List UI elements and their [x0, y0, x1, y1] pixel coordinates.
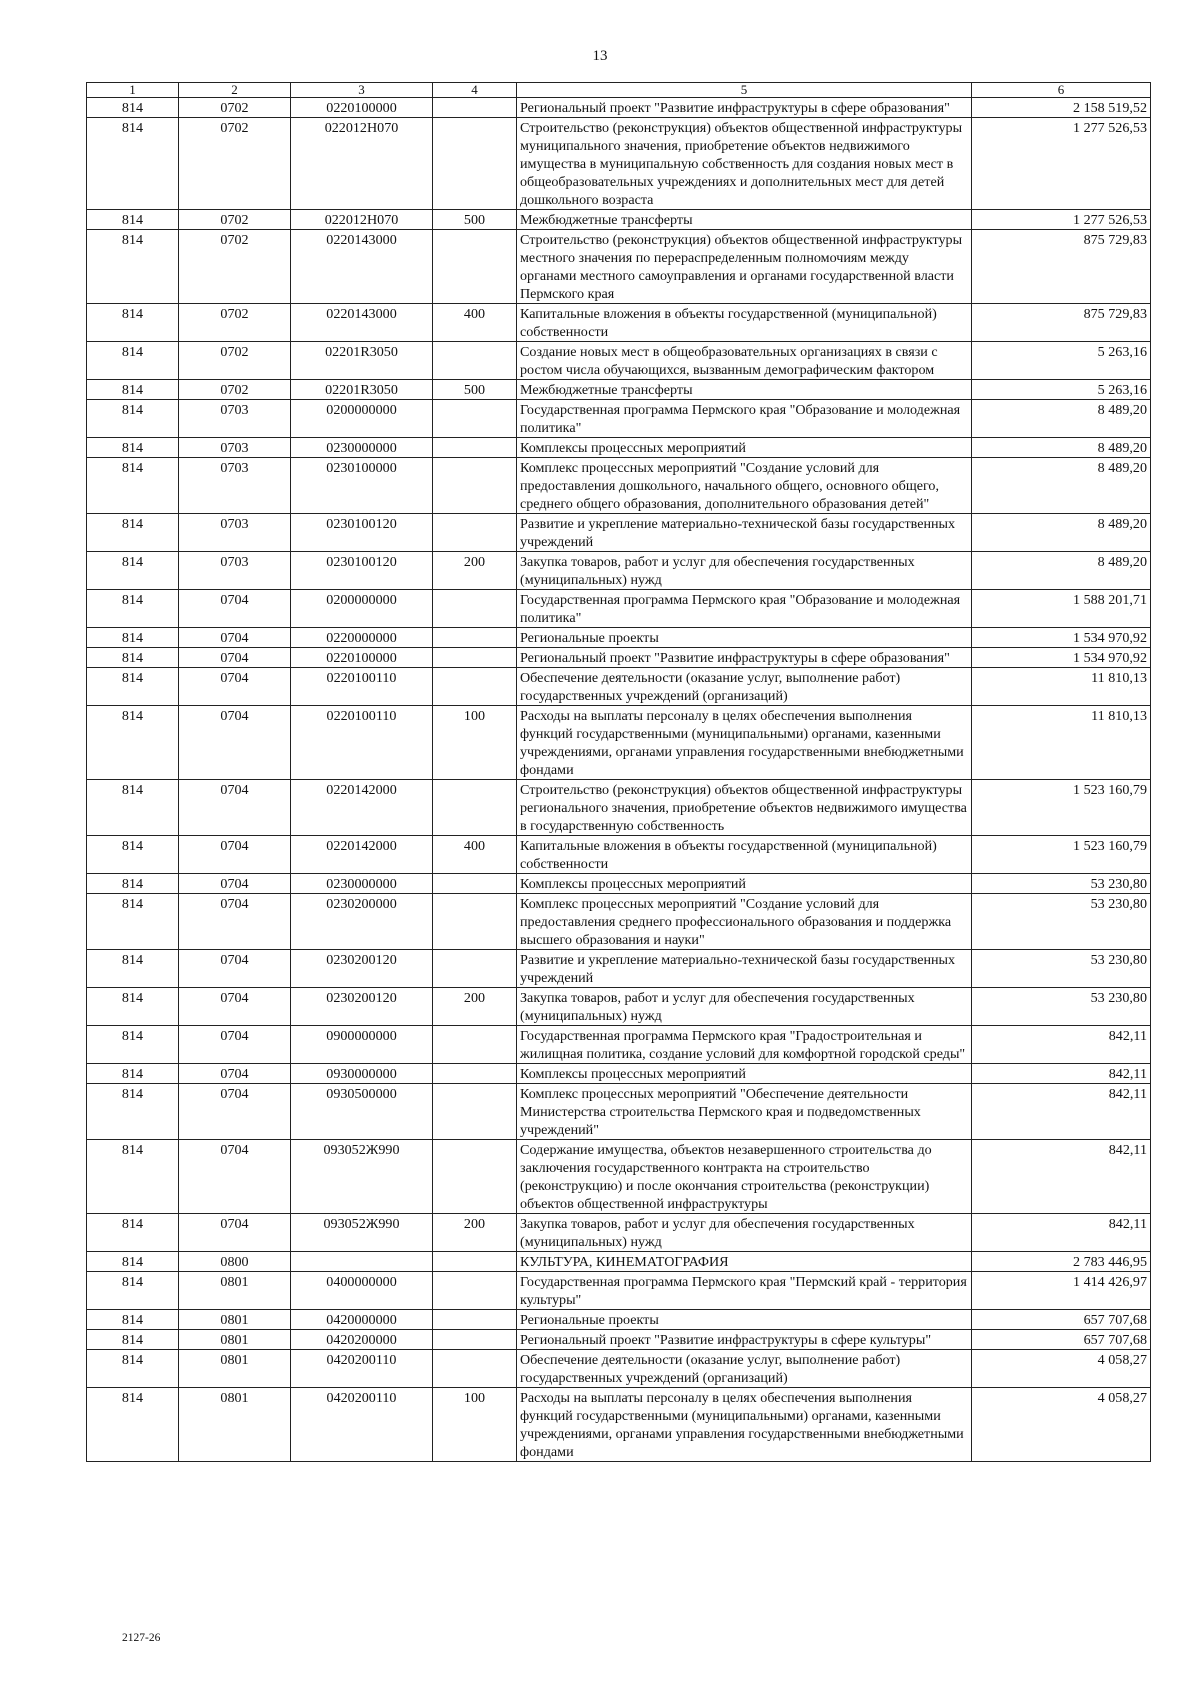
section-code-cell: 0704 — [179, 706, 291, 780]
admin-code-cell: 814 — [87, 438, 179, 458]
table-header-row — [87, 83, 1151, 98]
description-cell: Комплексы процессных мероприятий — [517, 1064, 972, 1084]
amount-cell: 1 523 160,79 — [972, 780, 1151, 836]
section-code-cell: 0704 — [179, 628, 291, 648]
description-cell: Создание новых мест в общеобразовательных организациях в связи с ростом числа обучающихся, вызванным демографическим фактором — [517, 342, 972, 380]
amount-cell: 11 810,13 — [972, 668, 1151, 706]
amount-cell: 657 707,68 — [972, 1310, 1151, 1330]
description-cell: Комплекс процессных мероприятий "Создание условий для предоставления среднего профессионального образования и поддержка высшего образования и науки" — [517, 894, 972, 950]
admin-code-cell: 814 — [87, 1388, 179, 1462]
column-header: 1 — [87, 83, 179, 98]
table-row — [87, 210, 1151, 230]
amount-cell: 5 263,16 — [972, 342, 1151, 380]
admin-code-cell: 814 — [87, 98, 179, 118]
admin-code-cell: 814 — [87, 304, 179, 342]
section-code-cell: 0800 — [179, 1252, 291, 1272]
description-cell: Межбюджетные трансферты — [517, 380, 972, 400]
section-code-cell: 0704 — [179, 1084, 291, 1140]
amount-cell: 657 707,68 — [972, 1330, 1151, 1350]
target-item-code-cell: 093052Ж990 — [291, 1214, 433, 1252]
expense-type-code-cell: 100 — [433, 1388, 517, 1462]
amount-cell: 4 058,27 — [972, 1388, 1151, 1462]
section-code-cell: 0801 — [179, 1330, 291, 1350]
amount-cell: 842,11 — [972, 1084, 1151, 1140]
admin-code-cell: 814 — [87, 118, 179, 210]
amount-cell: 5 263,16 — [972, 380, 1151, 400]
expense-type-code-cell — [433, 628, 517, 648]
target-item-code-cell: 0220000000 — [291, 628, 433, 648]
section-code-cell: 0704 — [179, 988, 291, 1026]
amount-cell: 875 729,83 — [972, 230, 1151, 304]
section-code-cell: 0702 — [179, 230, 291, 304]
table-row — [87, 1252, 1151, 1272]
description-cell: КУЛЬТУРА, КИНЕМАТОГРАФИЯ — [517, 1252, 972, 1272]
amount-cell: 1 277 526,53 — [972, 118, 1151, 210]
table-row — [87, 950, 1151, 988]
target-item-code-cell: 0230100120 — [291, 552, 433, 590]
section-code-cell: 0702 — [179, 118, 291, 210]
section-code-cell: 0704 — [179, 1064, 291, 1084]
table-row — [87, 1140, 1151, 1214]
admin-code-cell: 814 — [87, 552, 179, 590]
column-header: 4 — [433, 83, 517, 98]
section-code-cell: 0702 — [179, 98, 291, 118]
expense-type-code-cell — [433, 1330, 517, 1350]
description-cell: Государственная программа Пермского края "Образование и молодежная политика" — [517, 400, 972, 438]
target-item-code-cell: 0420200000 — [291, 1330, 433, 1350]
amount-cell: 2 783 446,95 — [972, 1252, 1151, 1272]
description-cell: Содержание имущества, объектов незавершенного строительства до заключения государственного контракта на строительство (реконструкцию) и после окончания строительства (реконструкции) объектов общественной инфраструктуры — [517, 1140, 972, 1214]
amount-cell: 8 489,20 — [972, 552, 1151, 590]
amount-cell: 842,11 — [972, 1140, 1151, 1214]
admin-code-cell: 814 — [87, 1214, 179, 1252]
expense-type-code-cell — [433, 118, 517, 210]
table-row — [87, 380, 1151, 400]
table-row — [87, 1272, 1151, 1310]
table-row — [87, 552, 1151, 590]
description-cell: Межбюджетные трансферты — [517, 210, 972, 230]
section-code-cell: 0704 — [179, 894, 291, 950]
expense-type-code-cell — [433, 1064, 517, 1084]
expense-type-code-cell — [433, 98, 517, 118]
expense-type-code-cell — [433, 648, 517, 668]
admin-code-cell: 814 — [87, 668, 179, 706]
admin-code-cell: 814 — [87, 230, 179, 304]
target-item-code-cell: 0220100000 — [291, 98, 433, 118]
target-item-code-cell: 0930500000 — [291, 1084, 433, 1140]
target-item-code-cell: 0930000000 — [291, 1064, 433, 1084]
expense-type-code-cell — [433, 458, 517, 514]
amount-cell: 8 489,20 — [972, 514, 1151, 552]
table-row — [87, 628, 1151, 648]
section-code-cell: 0704 — [179, 1140, 291, 1214]
admin-code-cell: 814 — [87, 1026, 179, 1064]
table-row — [87, 1064, 1151, 1084]
description-cell: Комплекс процессных мероприятий "Создание условий для предоставления дошкольного, начального общего, основного общего, среднего общего образования, дополнительного образования детей" — [517, 458, 972, 514]
section-code-cell: 0801 — [179, 1350, 291, 1388]
expense-type-code-cell — [433, 438, 517, 458]
description-cell: Закупка товаров, работ и услуг для обеспечения государственных (муниципальных) нужд — [517, 1214, 972, 1252]
admin-code-cell: 814 — [87, 1252, 179, 1272]
budget-table — [86, 82, 1151, 1462]
target-item-code-cell: 0230200000 — [291, 894, 433, 950]
expense-type-code-cell — [433, 1026, 517, 1064]
amount-cell: 842,11 — [972, 1026, 1151, 1064]
amount-cell: 1 277 526,53 — [972, 210, 1151, 230]
table-row — [87, 648, 1151, 668]
table-row — [87, 590, 1151, 628]
expense-type-code-cell: 100 — [433, 706, 517, 780]
admin-code-cell: 814 — [87, 1272, 179, 1310]
description-cell: Развитие и укрепление материально-технической базы государственных учреждений — [517, 514, 972, 552]
section-code-cell: 0702 — [179, 210, 291, 230]
column-header: 5 — [517, 83, 972, 98]
description-cell: Обеспечение деятельности (оказание услуг, выполнение работ) государственных учреждений (организаций) — [517, 1350, 972, 1388]
expense-type-code-cell: 200 — [433, 552, 517, 590]
admin-code-cell: 814 — [87, 1140, 179, 1214]
admin-code-cell: 814 — [87, 836, 179, 874]
column-header: 6 — [972, 83, 1151, 98]
admin-code-cell: 814 — [87, 1064, 179, 1084]
description-cell: Государственная программа Пермского края "Пермский край - территория культуры" — [517, 1272, 972, 1310]
expense-type-code-cell — [433, 1310, 517, 1330]
target-item-code-cell: 0420000000 — [291, 1310, 433, 1330]
description-cell: Региональный проект "Развитие инфраструктуры в сфере образования" — [517, 648, 972, 668]
target-item-code-cell: 0230100000 — [291, 458, 433, 514]
table-row — [87, 438, 1151, 458]
table-row — [87, 780, 1151, 836]
description-cell: Региональный проект "Развитие инфраструктуры в сфере образования" — [517, 98, 972, 118]
document-code: 2127-26 — [122, 1632, 161, 1644]
section-code-cell: 0704 — [179, 648, 291, 668]
description-cell: Обеспечение деятельности (оказание услуг, выполнение работ) государственных учреждений (организаций) — [517, 668, 972, 706]
table-row — [87, 400, 1151, 438]
admin-code-cell: 814 — [87, 1084, 179, 1140]
admin-code-cell: 814 — [87, 950, 179, 988]
target-item-code-cell: 0220143000 — [291, 230, 433, 304]
admin-code-cell: 814 — [87, 342, 179, 380]
description-cell: Строительство (реконструкция) объектов общественной инфраструктуры регионального значения, приобретение объектов недвижимого имущества в государственную собственность — [517, 780, 972, 836]
table-row — [87, 458, 1151, 514]
admin-code-cell: 814 — [87, 894, 179, 950]
admin-code-cell: 814 — [87, 1330, 179, 1350]
target-item-code-cell: 0220143000 — [291, 304, 433, 342]
admin-code-cell: 814 — [87, 706, 179, 780]
amount-cell: 8 489,20 — [972, 458, 1151, 514]
column-header: 2 — [179, 83, 291, 98]
table-row — [87, 1330, 1151, 1350]
admin-code-cell: 814 — [87, 874, 179, 894]
target-item-code-cell: 0400000000 — [291, 1272, 433, 1310]
target-item-code-cell: 0220142000 — [291, 836, 433, 874]
table-row — [87, 1350, 1151, 1388]
section-code-cell: 0703 — [179, 400, 291, 438]
target-item-code-cell: 0230200120 — [291, 988, 433, 1026]
expense-type-code-cell — [433, 780, 517, 836]
expense-type-code-cell — [433, 894, 517, 950]
admin-code-cell: 814 — [87, 590, 179, 628]
target-item-code-cell: 0220100110 — [291, 706, 433, 780]
target-item-code-cell: 0220100110 — [291, 668, 433, 706]
description-cell: Комплекс процессных мероприятий "Обеспечение деятельности Министерства строительства Пермского края и подведомственных учреждений" — [517, 1084, 972, 1140]
section-code-cell: 0704 — [179, 668, 291, 706]
target-item-code-cell: 022012Н070 — [291, 210, 433, 230]
section-code-cell: 0704 — [179, 950, 291, 988]
section-code-cell: 0704 — [179, 1026, 291, 1064]
amount-cell: 4 058,27 — [972, 1350, 1151, 1388]
amount-cell: 1 588 201,71 — [972, 590, 1151, 628]
expense-type-code-cell: 200 — [433, 1214, 517, 1252]
admin-code-cell: 814 — [87, 988, 179, 1026]
description-cell: Региональные проекты — [517, 1310, 972, 1330]
expense-type-code-cell: 400 — [433, 304, 517, 342]
section-code-cell: 0704 — [179, 780, 291, 836]
description-cell: Расходы на выплаты персоналу в целях обеспечения выполнения функций государственными (муниципальными) органами, казенными учреждениями, органами управления государственными внебюджетными фондами — [517, 706, 972, 780]
admin-code-cell: 814 — [87, 380, 179, 400]
section-code-cell: 0702 — [179, 304, 291, 342]
table-row — [87, 514, 1151, 552]
section-code-cell: 0703 — [179, 458, 291, 514]
admin-code-cell: 814 — [87, 648, 179, 668]
target-item-code-cell — [291, 1252, 433, 1272]
description-cell: Государственная программа Пермского края "Образование и молодежная политика" — [517, 590, 972, 628]
amount-cell: 842,11 — [972, 1064, 1151, 1084]
amount-cell: 1 534 970,92 — [972, 648, 1151, 668]
expense-type-code-cell: 500 — [433, 210, 517, 230]
target-item-code-cell: 02201R3050 — [291, 342, 433, 380]
expense-type-code-cell — [433, 514, 517, 552]
section-code-cell: 0703 — [179, 514, 291, 552]
expense-type-code-cell — [433, 874, 517, 894]
section-code-cell: 0703 — [179, 438, 291, 458]
description-cell: Региональный проект "Развитие инфраструктуры в сфере культуры" — [517, 1330, 972, 1350]
table-row — [87, 118, 1151, 210]
description-cell: Закупка товаров, работ и услуг для обеспечения государственных (муниципальных) нужд — [517, 552, 972, 590]
expense-type-code-cell — [433, 400, 517, 438]
description-cell: Капитальные вложения в объекты государственной (муниципальной) собственности — [517, 836, 972, 874]
target-item-code-cell: 0200000000 — [291, 400, 433, 438]
table-row — [87, 1084, 1151, 1140]
amount-cell: 1 534 970,92 — [972, 628, 1151, 648]
page-number: 13 — [592, 48, 608, 64]
section-code-cell: 0801 — [179, 1272, 291, 1310]
expense-type-code-cell — [433, 950, 517, 988]
expense-type-code-cell — [433, 590, 517, 628]
target-item-code-cell: 0200000000 — [291, 590, 433, 628]
target-item-code-cell: 0900000000 — [291, 1026, 433, 1064]
table-row — [87, 1310, 1151, 1330]
target-item-code-cell: 0230200120 — [291, 950, 433, 988]
table-row — [87, 1214, 1151, 1252]
target-item-code-cell: 0230000000 — [291, 874, 433, 894]
expense-type-code-cell — [433, 1350, 517, 1388]
admin-code-cell: 814 — [87, 514, 179, 552]
target-item-code-cell: 022012Н070 — [291, 118, 433, 210]
admin-code-cell: 814 — [87, 458, 179, 514]
target-item-code-cell: 0220100000 — [291, 648, 433, 668]
admin-code-cell: 814 — [87, 1310, 179, 1330]
table-row — [87, 342, 1151, 380]
amount-cell: 2 158 519,52 — [972, 98, 1151, 118]
description-cell: Строительство (реконструкция) объектов общественной инфраструктуры муниципального значения, приобретение объектов недвижимого имущества в муниципальную собственность для создания новых мест в общеобразовательных учреждениях и дополнительных мест для детей дошкольного возраста — [517, 118, 972, 210]
table-row — [87, 1026, 1151, 1064]
target-item-code-cell: 02201R3050 — [291, 380, 433, 400]
amount-cell: 53 230,80 — [972, 874, 1151, 894]
target-item-code-cell: 0230000000 — [291, 438, 433, 458]
table-row — [87, 304, 1151, 342]
expense-type-code-cell — [433, 1140, 517, 1214]
section-code-cell: 0704 — [179, 590, 291, 628]
amount-cell: 11 810,13 — [972, 706, 1151, 780]
table-row — [87, 230, 1151, 304]
table-row — [87, 706, 1151, 780]
target-item-code-cell: 0230100120 — [291, 514, 433, 552]
expense-type-code-cell — [433, 668, 517, 706]
admin-code-cell: 814 — [87, 210, 179, 230]
column-header: 3 — [291, 83, 433, 98]
expense-type-code-cell: 500 — [433, 380, 517, 400]
target-item-code-cell: 0420200110 — [291, 1350, 433, 1388]
description-cell: Расходы на выплаты персоналу в целях обеспечения выполнения функций государственными (муниципальными) органами, казенными учреждениями, органами управления государственными внебюджетными фондами — [517, 1388, 972, 1462]
description-cell: Капитальные вложения в объекты государственной (муниципальной) собственности — [517, 304, 972, 342]
section-code-cell: 0702 — [179, 342, 291, 380]
target-item-code-cell: 0420200110 — [291, 1388, 433, 1462]
description-cell: Комплексы процессных мероприятий — [517, 438, 972, 458]
expense-type-code-cell: 400 — [433, 836, 517, 874]
target-item-code-cell: 093052Ж990 — [291, 1140, 433, 1214]
description-cell: Закупка товаров, работ и услуг для обеспечения государственных (муниципальных) нужд — [517, 988, 972, 1026]
amount-cell: 8 489,20 — [972, 438, 1151, 458]
description-cell: Государственная программа Пермского края "Градостроительная и жилищная политика, создание условий для комфортной городской среды" — [517, 1026, 972, 1064]
table-row — [87, 1388, 1151, 1462]
expense-type-code-cell — [433, 1252, 517, 1272]
amount-cell: 1 414 426,97 — [972, 1272, 1151, 1310]
section-code-cell: 0704 — [179, 874, 291, 894]
section-code-cell: 0704 — [179, 1214, 291, 1252]
amount-cell: 8 489,20 — [972, 400, 1151, 438]
description-cell: Региональные проекты — [517, 628, 972, 648]
table-row — [87, 836, 1151, 874]
admin-code-cell: 814 — [87, 400, 179, 438]
admin-code-cell: 814 — [87, 1350, 179, 1388]
target-item-code-cell: 0220142000 — [291, 780, 433, 836]
amount-cell: 53 230,80 — [972, 950, 1151, 988]
admin-code-cell: 814 — [87, 780, 179, 836]
section-code-cell: 0703 — [179, 552, 291, 590]
amount-cell: 53 230,80 — [972, 894, 1151, 950]
admin-code-cell: 814 — [87, 628, 179, 648]
section-code-cell: 0801 — [179, 1388, 291, 1462]
amount-cell: 1 523 160,79 — [972, 836, 1151, 874]
expense-type-code-cell — [433, 1272, 517, 1310]
amount-cell: 53 230,80 — [972, 988, 1151, 1026]
table-row — [87, 874, 1151, 894]
table-row — [87, 98, 1151, 118]
table-row — [87, 988, 1151, 1026]
section-code-cell: 0702 — [179, 380, 291, 400]
expense-type-code-cell — [433, 230, 517, 304]
table-body — [87, 98, 1151, 1462]
expense-type-code-cell — [433, 1084, 517, 1140]
section-code-cell: 0801 — [179, 1310, 291, 1330]
description-cell: Комплексы процессных мероприятий — [517, 874, 972, 894]
expense-type-code-cell — [433, 342, 517, 380]
description-cell: Развитие и укрепление материально-технической базы государственных учреждений — [517, 950, 972, 988]
table-row — [87, 894, 1151, 950]
section-code-cell: 0704 — [179, 836, 291, 874]
expense-type-code-cell: 200 — [433, 988, 517, 1026]
table-row — [87, 668, 1151, 706]
amount-cell: 875 729,83 — [972, 304, 1151, 342]
amount-cell: 842,11 — [972, 1214, 1151, 1252]
description-cell: Строительство (реконструкция) объектов общественной инфраструктуры местного значения по перераспределенным полномочиям между органами местного самоуправления и органами государственной власти Пермского края — [517, 230, 972, 304]
